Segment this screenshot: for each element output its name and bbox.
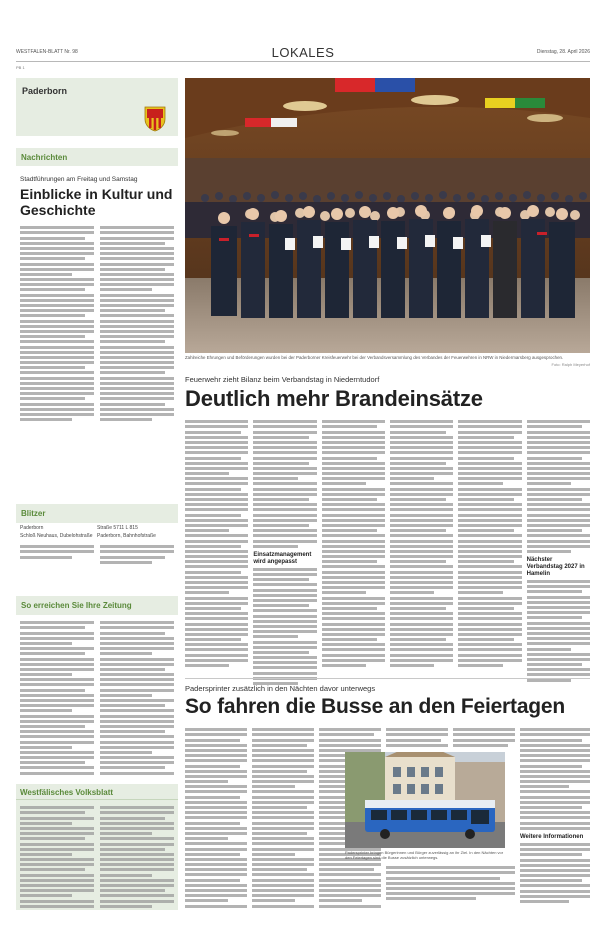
newspaper-name: WESTFALEN-BLATT Nr. 98 <box>16 49 78 55</box>
article2-column <box>453 726 515 748</box>
speed-camera-row <box>16 531 178 539</box>
speed-camera-box <box>16 504 178 588</box>
article1-column <box>253 418 316 676</box>
news-headline: Einblicke in Kultur und Geschichte <box>20 186 173 218</box>
city-box <box>16 78 178 136</box>
article1-subheading: Nächster Verbandstag 2027 in Hamelin <box>526 556 585 577</box>
article1-column <box>185 418 248 676</box>
issue-date: Dienstag, 28. April 2026 <box>536 49 590 55</box>
article2-column <box>386 726 448 748</box>
article2-subheading: Weitere Informationen <box>520 833 584 840</box>
speed-camera-label: Blitzer <box>16 504 178 523</box>
speed-camera-location: Paderborn, Bahnhofstraße <box>97 533 156 539</box>
news-kicker: Stadtführungen am Freitag und Samstag <box>20 176 138 183</box>
article2-column <box>252 726 314 910</box>
article1-kicker: Feuerwehr zieht Bilanz beim Verbandstag in Niederntudorf <box>185 375 380 384</box>
news-column-2 <box>100 224 174 423</box>
publisher-box <box>16 784 178 910</box>
news-body <box>16 224 178 423</box>
assembly-hall-photo <box>185 78 590 353</box>
news-box <box>16 148 178 494</box>
page-number: PB 1 <box>16 65 25 70</box>
contact-list <box>16 615 178 781</box>
article2-column <box>520 726 590 905</box>
speed-camera-row <box>16 523 178 531</box>
article2-column <box>185 726 247 910</box>
section-title: LOKALES <box>271 45 335 60</box>
publisher-box-label: Westfälisches Volksblatt <box>16 784 178 800</box>
city-name: Paderborn <box>22 86 68 96</box>
contact-box-label: So erreichen Sie Ihre Zeitung <box>16 596 178 615</box>
article1-column <box>390 418 453 676</box>
article1-subheading: Einsatzmanagement wird angepasst <box>253 551 312 565</box>
speed-camera-location: Paderborn <box>20 525 44 531</box>
news-box-label: Nachrichten <box>16 148 178 166</box>
photo-credit: Foto: Ralph Meyerhof <box>551 362 590 367</box>
article2-headline: So fahren die Busse an den Feiertagen <box>185 695 566 718</box>
article1-body <box>185 418 590 676</box>
speed-camera-location: Schloß Neuhaus, Dubelohstraße <box>20 533 93 539</box>
article1-column <box>458 418 521 676</box>
speed-camera-body <box>16 539 178 566</box>
speed-camera-location: Straße 5711 L 815 <box>97 525 138 531</box>
article-divider <box>185 678 590 679</box>
article2-column <box>386 864 515 903</box>
page-header <box>16 44 590 62</box>
contact-box <box>16 596 178 776</box>
article1-column <box>322 418 385 676</box>
article2-kicker: Padersprinter zusätzlich in den Nächten davor unterwegs <box>185 684 376 693</box>
article1-column <box>527 418 590 676</box>
bus-street-photo <box>345 752 505 848</box>
main-photo <box>185 78 590 353</box>
news-column-1 <box>20 224 94 423</box>
publisher-imprint <box>16 800 178 914</box>
bus-photo-caption: Padersprinter bringen Bürgerinnen und Bürger zuverlässig an ihr Ziel. In den Nächten vor den Feiertagen sind die Busse zusätzlich unterwegs. <box>345 850 504 860</box>
article1-headline: Deutlich mehr Brandeinsätze <box>185 386 483 411</box>
sidebar <box>16 78 178 910</box>
city-crest-icon <box>144 106 166 132</box>
bus-photo <box>345 752 505 848</box>
photo-caption: Zahlreiche Ehrungen und Beförderungen wurden bei der Paderborner Kreisfeuerwehr bei der Verbandsversammlung des Verbandes der Feuerwehren in NRW in Niedermarsberg ausgesprochen. <box>185 355 564 360</box>
